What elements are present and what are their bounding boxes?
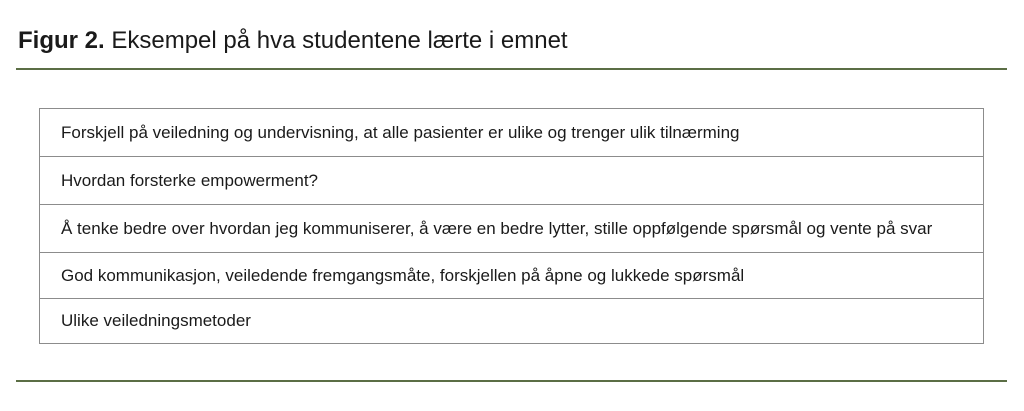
table-row [40,253,983,299]
bottom-divider [16,380,1007,382]
top-divider [16,68,1007,70]
table-row [40,299,983,343]
figure-label: Figur 2. [18,27,105,54]
table-cell: Ulike veiledningsmetoder [61,311,251,330]
table-row [40,205,983,253]
figure-caption [18,26,568,56]
table-cell: Å tenke bedre over hvordan jeg kommuniserer, å være en bedre lytter, stille oppfølgende spørsmål og vente på svar [61,218,933,238]
table-cell: Forskjell på veiledning og undervisning, at alle pasienter er ulike og trenger ulik tilnærming [61,122,740,142]
table-row [40,109,983,157]
figure-title: Eksempel på hva studentene lærte i emnet [111,27,568,54]
table-cell: Hvordan forsterke empowerment? [61,170,319,190]
table-row [40,157,983,205]
table-cell: God kommunikasjon, veiledende fremgangsmåte, forskjellen på åpne og lukkede spørsmål [61,265,745,285]
learning-outcomes-table [39,108,984,344]
